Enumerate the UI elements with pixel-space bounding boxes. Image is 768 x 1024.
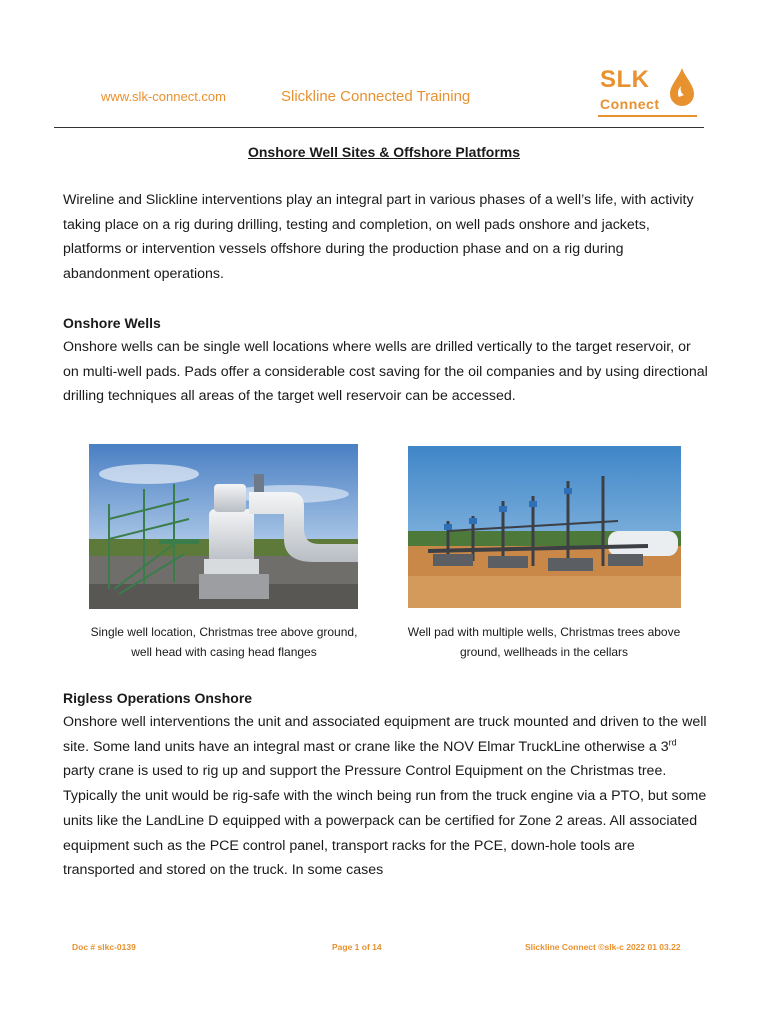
header-website-link[interactable]: www.slk-connect.com bbox=[101, 89, 226, 104]
caption-well-pad: Well pad with multiple wells, Christmas trees above ground, wellheads in the cellars bbox=[407, 625, 681, 659]
single-well-photo bbox=[89, 444, 358, 609]
oil-drop-icon bbox=[667, 67, 697, 107]
header-title: Slickline Connected Training bbox=[281, 88, 471, 105]
caption-single-well: Single well location, Christmas tree above ground, well head with casing head flanges bbox=[90, 625, 358, 659]
rigless-operations-heading: Rigless Operations Onshore bbox=[63, 690, 253, 706]
footer-doc-number: Doc # slkc-0139 bbox=[72, 942, 136, 952]
footer-copyright: Slickline Connect ©slk-c 2022 01 03.22 bbox=[525, 942, 681, 952]
onshore-wells-heading: Onshore Wells bbox=[63, 315, 161, 331]
logo-text-connect: Connect bbox=[600, 96, 660, 112]
logo-text-slk: SLK bbox=[600, 66, 650, 93]
rigless-text-part-b: party crane is used to rig up and support the Pressure Control Equipment on the Christmas tree. Typically the unit would be rig-safe with the winch being run from the truck engine via a PTO, but some units like the LandLine D equipped with a powerpack can be certified for Zone 2 areas. All associated equipment such as the PCE control panel, transport racks for the PCE, down-hole tools are transported and stored on the truck. In some cases bbox=[63, 763, 707, 879]
ordinal-superscript: rd bbox=[668, 736, 677, 747]
header-divider bbox=[54, 127, 704, 128]
well-pad-photo bbox=[408, 446, 681, 608]
footer-page-number: Page 1 of 14 bbox=[332, 942, 382, 952]
onshore-wells-paragraph: Onshore wells can be single well locations where wells are drilled vertically to the target reservoir, or on multi-well pads. Pads offer a considerable cost saving for the oil companies and by using directional drilling techniques all areas of the target well reservoir can be accessed. bbox=[63, 339, 708, 405]
rigless-operations-paragraph bbox=[63, 710, 708, 883]
logo-underline bbox=[598, 115, 697, 117]
slk-connect-logo bbox=[598, 66, 698, 120]
rigless-text-part-a: Onshore well interventions the unit and associated equipment are truck mounted and driven to the well site. Some land units have an integral mast or crane like the NOV Elmar TruckLine otherwise a 3 bbox=[63, 714, 707, 755]
intro-paragraph: Wireline and Slickline interventions play an integral part in various phases of a well’s life, with activity taking place on a rig during drilling, testing and completion, on well pads onshore and jackets, platforms or intervention vessels offshore during the production phase and on a rig during abandonment operations. bbox=[63, 192, 694, 283]
document-title: Onshore Well Sites & Offshore Platforms bbox=[247, 144, 521, 160]
